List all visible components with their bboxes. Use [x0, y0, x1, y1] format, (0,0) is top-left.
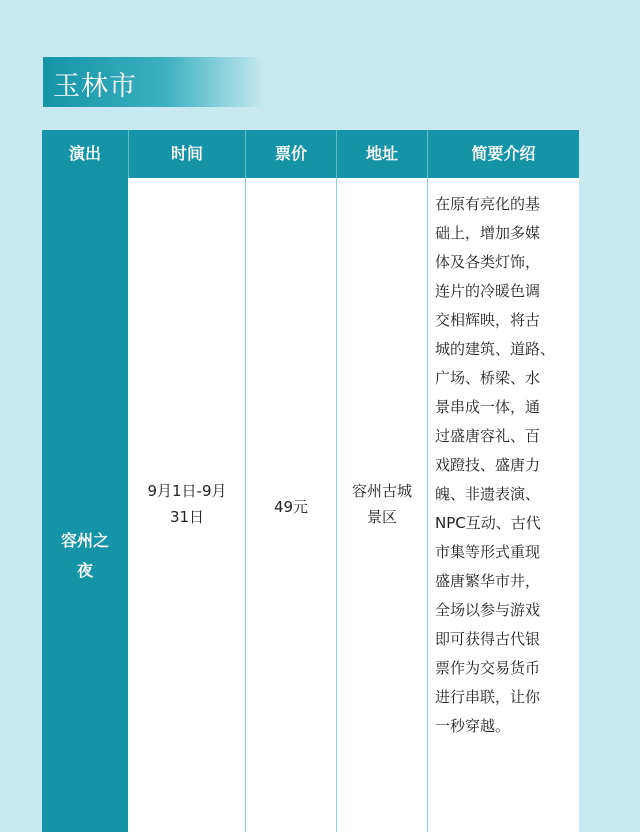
description-line: 体及各类灯饰，	[435, 253, 541, 271]
show-name-line: 夜	[76, 561, 93, 580]
description-line: 进行串联，让你	[435, 688, 541, 706]
description-line: 交相辉映，将古	[435, 311, 541, 329]
price-cell	[246, 494, 336, 520]
description-line: 票作为交易货币	[435, 659, 541, 677]
description-line: 过盛唐容礼、百	[435, 427, 541, 445]
description-line: 城的建筑、道路、	[435, 340, 556, 358]
event-table	[42, 130, 579, 832]
header-time: 时间	[170, 144, 203, 163]
city-title: 玉林市	[53, 71, 137, 102]
description-line: 戏蹬技、盛唐力	[435, 456, 541, 474]
header-address: 地址	[365, 144, 398, 163]
header-show: 演出	[68, 144, 101, 163]
description-line: 础上，增加多媒	[435, 224, 541, 242]
time-line: 31日	[169, 508, 205, 526]
city-banner	[43, 57, 265, 107]
description-line: 连片的冷暖色调	[435, 282, 541, 300]
description-line: 全场以参与游戏	[435, 601, 541, 619]
table-header-row	[42, 130, 579, 178]
cell-divider	[427, 178, 428, 832]
description-line: 即可获得古代银	[435, 630, 541, 648]
description-line: 市集等形式重现	[435, 543, 541, 561]
show-name-cell	[42, 178, 128, 832]
header-price: 票价	[274, 144, 307, 163]
show-name-line: 容州之	[60, 531, 109, 550]
description-line: 一秒穿越。	[435, 717, 511, 735]
description-line: 在原有亮化的基	[435, 195, 541, 213]
time-cell	[129, 478, 245, 530]
description-line: 盛唐繁华市井，	[435, 572, 541, 590]
header-description: 简要介绍	[471, 144, 536, 163]
description-line: 广场、桥梁、水	[435, 369, 541, 387]
description-line: 景串成一体，通	[435, 398, 541, 416]
time-line: 9月1日-9月	[147, 482, 227, 500]
description-cell	[435, 190, 575, 741]
show-name	[50, 526, 120, 586]
address-cell	[337, 478, 427, 530]
address-line: 容州古城	[351, 482, 412, 500]
price-value: 49元	[273, 498, 309, 516]
description-line: NPC互动、古代	[435, 514, 541, 532]
description-line: 魄、非遗表演、	[435, 485, 541, 503]
address-line: 景区	[366, 508, 397, 526]
